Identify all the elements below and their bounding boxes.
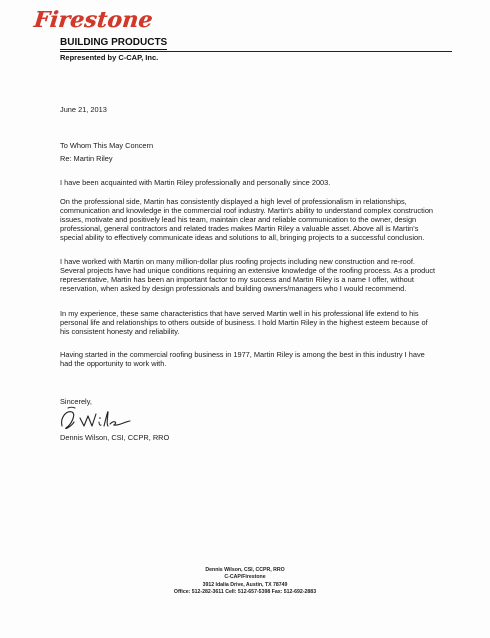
letterhead-divider (60, 51, 452, 52)
letterhead (34, 9, 294, 62)
footer-contact (140, 567, 350, 597)
letter-date: June 21, 2013 (60, 105, 107, 114)
letter-salutation: To Whom This May Concern (60, 141, 154, 150)
paragraph-5: Having started in the commercial roofing business in 1977, Martin Riley is among the best in this industry I have had the opportunity to work with. (60, 350, 425, 369)
footer-phones: Office: 512-282-3611 Cell: 512-657-5398 Fax: 512-692-2883 (173, 589, 317, 596)
represented-by-label: Represented by C-CAP, Inc. (60, 53, 159, 62)
paragraph-1: I have been acquainted with Martin Riley professionally and personally since 2003. (60, 178, 331, 187)
footer-company: C-CAP/Firestone (224, 574, 266, 581)
footer-address: 3912 Idalia Drive, Austin, TX 78749 (202, 581, 288, 588)
paragraph-4: In my experience, these same characteristics that have served Martin well in his professional life extend to his personal life and relationships to others outside of business. I hold Martin Riley in the highest esteem because of his consistent honesty and reliability. (60, 309, 428, 337)
paragraph-2: On the professional side, Martin has consistently displayed a high level of professionalism in relationships, communication and knowledge in the commercial roof industry. Martin's ability to understand complex construction issues, motivate and positively lead his team, maintain clear and reliable communication to the owner, design professional, general contractors and related trades makes Martin Riley a valuable asset. Above all is Martin's special ability to effectively communicate ideas and solutions to all, bringing projects to a successful conclusion. (60, 197, 434, 243)
letter-closing: Sincerely, (60, 397, 92, 406)
footer-name: Dennis Wilson, CSI, CCPR, RRO (205, 567, 285, 573)
handwritten-signature (58, 404, 138, 434)
firestone-logo: Firestone (32, 7, 154, 33)
signer-name: Dennis Wilson, CSI, CCPR, RRO (60, 433, 170, 442)
letter-subject: Re: Martin Riley (60, 154, 113, 163)
building-products-label: BUILDING PRODUCTS (60, 37, 168, 48)
paragraph-3: I have worked with Martin on many million-dollar plus roofing projects including new construction and re-roof. Several projects have had unique conditions requiring an extensive knowledge of the roofing process. As a product representative, Martin has been an important factor to my success and Martin Riley is a name I offer, without reservation, when asked by design professionals and building owners/managers who I would recommend. (60, 257, 436, 294)
